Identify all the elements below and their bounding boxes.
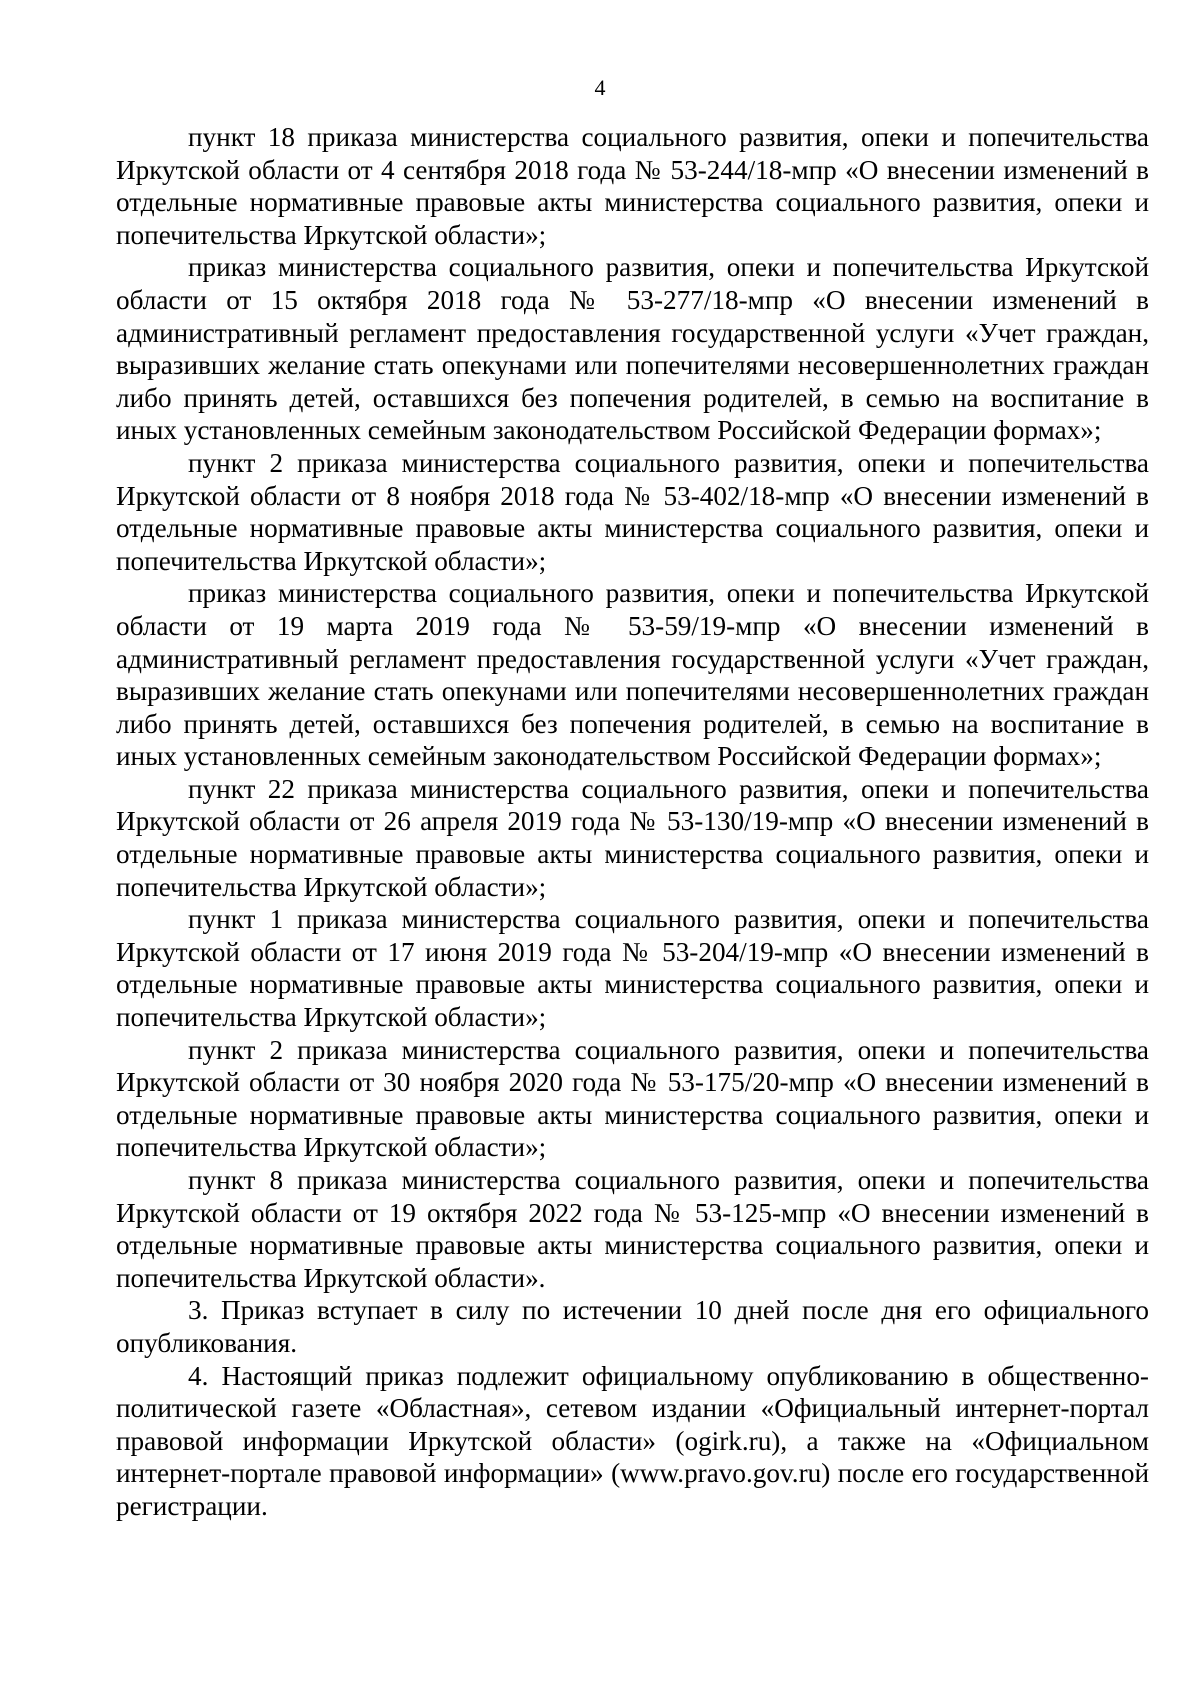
paragraph-item-8-order-2022-10: пункт 8 приказа министерства социального развития, опеки и попечительства Иркутской области от 19 октября 2022 года № 53-125-мпр «О внесении изменений в отдельные нормативные правовые акты министерства социального развития, опеки и попечительства Иркутской области». xyxy=(116,1165,1149,1293)
paragraph-item-1-order-2019-06: пункт 1 приказа министерства социального развития, опеки и попечительства Иркутской области от 17 июня 2019 года № 53-204/19-мпр «О внесении изменений в отдельные нормативные правовые акты министерства социального развития, опеки и попечительства Иркутской области»; xyxy=(116,904,1149,1033)
document-body xyxy=(116,121,1149,1523)
clause-4-publication: 4. Настоящий приказ подлежит официальному опубликованию в общественно-политической газете «Областная», сетевом издании «Официальный интернет-портал правовой информации Иркутской области» (ogirk.ru), а также на «Официальном интернет-портале правовой информации» (www.pravo.gov.ru) после его государственной регистрации. xyxy=(116,1360,1149,1521)
clause-3-entry-into-force: 3. Приказ вступает в силу по истечении 10 дней после дня его официального опубликования. xyxy=(116,1295,1149,1358)
paragraph-item-2-order-2020-11: пункт 2 приказа министерства социального развития, опеки и попечительства Иркутской области от 30 ноября 2020 года № 53-175/20-мпр «О внесении изменений в отдельные нормативные правовые акты министерства социального развития, опеки и попечительства Иркутской области»; xyxy=(116,1034,1149,1163)
paragraph-item-18-order-2018-09: пункт 18 приказа министерства социального развития, опеки и попечительства Иркутской области от 4 сентября 2018 года № 53-244/18-мпр «О внесении изменений в отдельные нормативные правовые акты министерства социального развития, опеки и попечительства Иркутской области»; xyxy=(116,122,1149,250)
paragraph-item-2-order-2018-11: пункт 2 приказа министерства социального развития, опеки и попечительства Иркутской области от 8 ноября 2018 года № 53-402/18-мпр «О внесении изменений в отдельные нормативные правовые акты министерства социального развития, опеки и попечительства Иркутской области»; xyxy=(116,447,1149,576)
paragraph-item-22-order-2019-04: пункт 22 приказа министерства социального развития, опеки и попечительства Иркутской области от 26 апреля 2019 года № 53-130/19-мпр «О внесении изменений в отдельные нормативные правовые акты министерства социального развития, опеки и попечительства Иркутской области»; xyxy=(116,773,1149,902)
paragraph-order-2019-03: приказ министерства социального развития, опеки и попечительства Иркутской области от 19 марта 2019 года № 53-59/19-мпр «О внесении изменений в административный регламент предоставления государственной услуги «Учет граждан, выразивших желание стать опекунами или попечителями несовершеннолетних граждан либо принять детей, оставшихся без попечения родителей, в семью на воспитание в иных установленных семейным законодательством Российской Федерации формах»; xyxy=(116,578,1149,772)
paragraph-order-2018-10: приказ министерства социального развития, опеки и попечительства Иркутской области от 15 октября 2018 года № 53-277/18-мпр «О внесении изменений в административный регламент предоставления государственной услуги «Учет граждан, выразивших желание стать опекунами или попечителями несовершеннолетних граждан либо принять детей, оставшихся без попечения родителей, в семью на воспитание в иных установленных семейным законодательством Российской Федерации формах»; xyxy=(116,252,1149,446)
page-number: 4 xyxy=(594,75,606,100)
